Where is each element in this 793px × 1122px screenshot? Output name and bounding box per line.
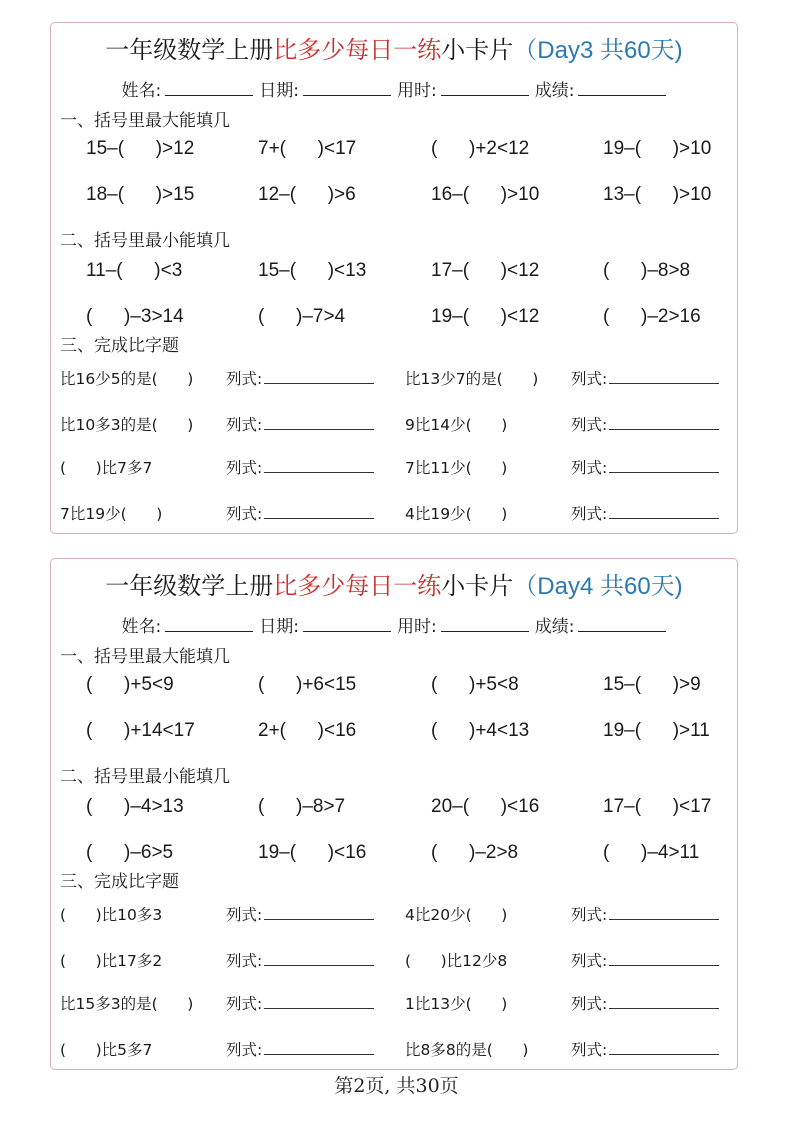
practice-card — [50, 558, 738, 1070]
formula-blank[interactable] — [609, 993, 719, 1009]
info-blank[interactable] — [165, 79, 253, 96]
title-highlight: 比多少每日一练 — [273, 572, 442, 600]
question-item[interactable]: ( )–8>7 — [258, 796, 346, 817]
formula-blank[interactable] — [609, 904, 719, 920]
info-blank[interactable] — [441, 79, 529, 96]
question-item[interactable]: 19–( )<12 — [431, 306, 540, 327]
formula-blank[interactable] — [264, 950, 374, 966]
info-label: 成绩: — [534, 81, 575, 101]
question-item[interactable]: ( )–4>13 — [86, 796, 184, 817]
question-item[interactable]: 16–( )>10 — [431, 184, 540, 205]
section-1-title: 一、括号里最大能填几 — [60, 111, 230, 131]
section-1-title: 一、括号里最大能填几 — [60, 647, 230, 667]
formula-blank[interactable] — [609, 950, 719, 966]
question-item[interactable]: 12–( )>6 — [258, 184, 356, 205]
question-item[interactable]: 20–( )<16 — [431, 796, 540, 817]
info-row — [51, 615, 737, 639]
info-field — [259, 615, 391, 639]
info-label: 姓名: — [121, 617, 162, 637]
formula-label: 列式: — [226, 906, 263, 924]
word-problem[interactable]: 比16少5的是( ) — [60, 370, 194, 388]
formula-label: 列式: — [571, 995, 608, 1013]
formula-field[interactable] — [226, 457, 374, 479]
formula-blank[interactable] — [264, 503, 374, 519]
question-item[interactable]: ( )–7>4 — [258, 306, 346, 327]
formula-blank[interactable] — [609, 368, 719, 384]
word-problem[interactable]: ( )比17多2 — [60, 952, 163, 970]
formula-field[interactable] — [571, 1039, 719, 1061]
question-item[interactable]: ( )+5<8 — [431, 674, 519, 695]
word-problem[interactable]: 比13少7的是( ) — [405, 370, 539, 388]
title-highlight: 比多少每日一练 — [273, 36, 442, 64]
info-field — [397, 79, 529, 103]
formula-label: 列式: — [571, 370, 608, 388]
question-item[interactable]: ( )–8>8 — [603, 260, 691, 281]
formula-blank[interactable] — [609, 457, 719, 473]
section-2-title: 二、括号里最小能填几 — [60, 231, 230, 251]
formula-label: 列式: — [571, 459, 608, 477]
formula-label: 列式: — [571, 1041, 608, 1059]
question-item[interactable]: ( )–4>11 — [603, 842, 700, 863]
question-item[interactable]: ( )–2>8 — [431, 842, 519, 863]
question-item[interactable]: 18–( )>15 — [86, 184, 195, 205]
word-problem[interactable]: 7比11少( ) — [405, 459, 508, 477]
title-prefix: 一年级数学上册 — [105, 36, 274, 64]
formula-label: 列式: — [226, 1041, 263, 1059]
info-label: 姓名: — [121, 81, 162, 101]
word-problem[interactable]: 4比19少( ) — [405, 505, 508, 523]
title-suffix: 小卡片 — [441, 572, 514, 600]
formula-blank[interactable] — [264, 414, 374, 430]
info-field — [535, 79, 667, 103]
formula-label: 列式: — [226, 416, 263, 434]
question-item[interactable]: 15–( )<13 — [258, 260, 367, 281]
word-problem[interactable]: 比10多3的是( ) — [60, 416, 194, 434]
question-item[interactable]: 15–( )>9 — [603, 674, 701, 695]
question-item[interactable]: 17–( )<12 — [431, 260, 540, 281]
question-item[interactable]: 19–( )>11 — [603, 720, 710, 741]
formula-field[interactable] — [571, 904, 719, 926]
formula-label: 列式: — [571, 416, 608, 434]
word-problem[interactable]: 9比14少( ) — [405, 416, 508, 434]
title-day: （Day3 共60天) — [513, 37, 683, 64]
formula-blank[interactable] — [609, 1039, 719, 1055]
question-item[interactable]: ( )–2>16 — [603, 306, 701, 327]
info-field — [397, 615, 529, 639]
word-problem[interactable]: ( )比7多7 — [60, 459, 153, 477]
formula-blank[interactable] — [264, 457, 374, 473]
info-field — [122, 615, 254, 639]
word-problem[interactable]: ( )比10多3 — [60, 906, 163, 924]
question-item[interactable]: 11–( )<3 — [86, 260, 183, 281]
page-footer: 第2页, 共30页 — [334, 1075, 459, 1097]
formula-blank[interactable] — [264, 1039, 374, 1055]
formula-label: 列式: — [226, 995, 263, 1013]
info-label: 用时: — [397, 617, 437, 637]
question-item[interactable]: 17–( )<17 — [603, 796, 712, 817]
info-label: 成绩: — [534, 617, 575, 637]
formula-field[interactable] — [571, 503, 719, 525]
info-field — [259, 79, 391, 103]
info-label: 日期: — [259, 81, 299, 101]
formula-label: 列式: — [571, 906, 608, 924]
formula-field[interactable] — [226, 950, 374, 972]
info-field — [535, 615, 667, 639]
formula-blank[interactable] — [264, 993, 374, 1009]
formula-field[interactable] — [226, 414, 374, 436]
question-item[interactable]: ( )+6<15 — [258, 674, 357, 695]
card-title — [51, 569, 737, 604]
question-item[interactable]: ( )+4<13 — [431, 720, 530, 741]
formula-blank[interactable] — [609, 414, 719, 430]
info-blank[interactable] — [303, 615, 391, 632]
question-item[interactable]: ( )+14<17 — [86, 720, 195, 741]
section-2-title: 二、括号里最小能填几 — [60, 767, 230, 787]
formula-blank[interactable] — [264, 904, 374, 920]
info-blank[interactable] — [578, 615, 666, 632]
formula-field[interactable] — [571, 457, 719, 479]
card-title — [51, 33, 737, 68]
question-item[interactable]: 13–( )>10 — [603, 184, 712, 205]
practice-card — [50, 22, 738, 534]
formula-blank[interactable] — [609, 503, 719, 519]
info-label: 日期: — [259, 617, 299, 637]
word-problem[interactable]: 4比20少( ) — [405, 906, 508, 924]
formula-field[interactable] — [571, 950, 719, 972]
formula-field[interactable] — [571, 414, 719, 436]
formula-label: 列式: — [226, 952, 263, 970]
formula-field[interactable] — [226, 1039, 374, 1061]
question-item[interactable]: 7+( )<17 — [258, 138, 357, 159]
title-prefix: 一年级数学上册 — [105, 572, 274, 600]
formula-field[interactable] — [226, 993, 374, 1015]
formula-blank[interactable] — [264, 368, 374, 384]
section-3-title: 三、完成比字题 — [60, 336, 179, 356]
formula-label: 列式: — [226, 505, 263, 523]
info-blank[interactable] — [441, 615, 529, 632]
section-3-title: 三、完成比字题 — [60, 872, 179, 892]
word-problem[interactable]: 比8多8的是( ) — [405, 1041, 529, 1059]
info-blank[interactable] — [165, 615, 253, 632]
question-item[interactable]: 19–( )>10 — [603, 138, 712, 159]
question-item[interactable]: 19–( )<16 — [258, 842, 367, 863]
question-item[interactable]: ( )–6>5 — [86, 842, 174, 863]
word-problem[interactable]: 比15多3的是( ) — [60, 995, 194, 1013]
info-field — [122, 79, 254, 103]
formula-label: 列式: — [226, 370, 263, 388]
info-blank[interactable] — [303, 79, 391, 96]
question-item[interactable]: 2+( )<16 — [258, 720, 357, 741]
formula-field[interactable] — [226, 904, 374, 926]
word-problem[interactable]: 1比13少( ) — [405, 995, 508, 1013]
formula-field[interactable] — [226, 368, 374, 390]
formula-label: 列式: — [571, 505, 608, 523]
info-blank[interactable] — [578, 79, 666, 96]
word-problem[interactable]: ( )比12少8 — [405, 952, 508, 970]
formula-field[interactable] — [571, 993, 719, 1015]
question-item[interactable]: 15–( )>12 — [86, 138, 195, 159]
info-row — [51, 79, 737, 103]
formula-label: 列式: — [571, 952, 608, 970]
formula-field[interactable] — [226, 503, 374, 525]
title-suffix: 小卡片 — [441, 36, 514, 64]
formula-label: 列式: — [226, 459, 263, 477]
formula-field[interactable] — [571, 368, 719, 390]
question-item[interactable]: ( )+5<9 — [86, 674, 174, 695]
title-day: （Day4 共60天) — [513, 573, 683, 600]
question-item[interactable]: ( )–3>14 — [86, 306, 184, 327]
info-label: 用时: — [397, 81, 437, 101]
word-problem[interactable]: 7比19少( ) — [60, 505, 163, 523]
question-item[interactable]: ( )+2<12 — [431, 138, 530, 159]
word-problem[interactable]: ( )比5多7 — [60, 1041, 153, 1059]
